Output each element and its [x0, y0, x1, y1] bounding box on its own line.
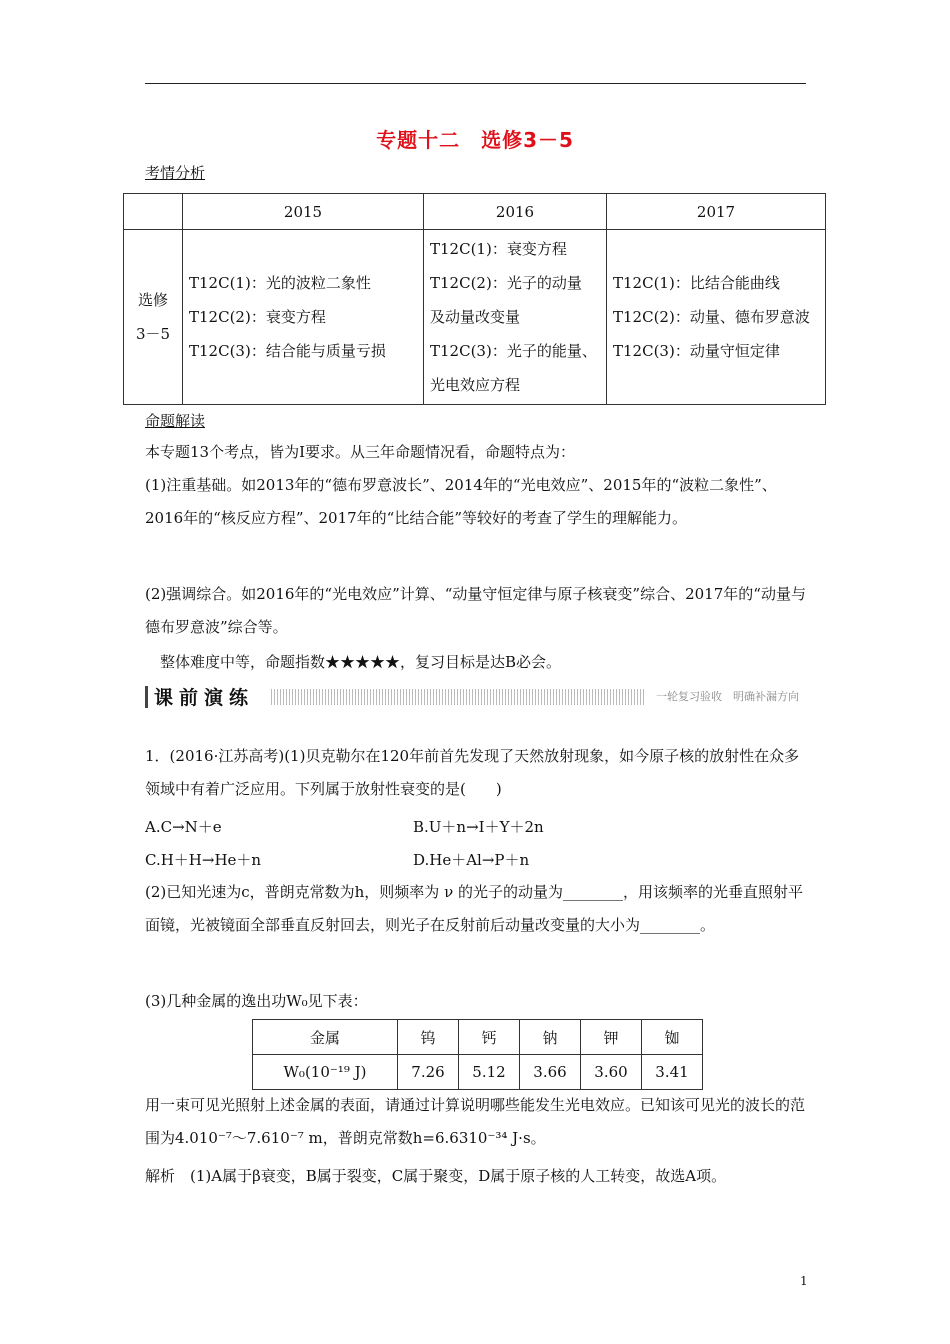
- table-row-label: 选修 3－5: [124, 230, 183, 405]
- question-part-3: (3)几种金属的逸出功W₀见下表：: [145, 992, 368, 1010]
- question-stem: 1．(2016·江苏高考)(1)贝克勒尔在120年前首先发现了天然放射现象，如今原子核的放射性在众多领域中有着广泛应用。下列属于放射性衰变的是( ): [145, 747, 800, 798]
- question-part-2: (2)已知光速为c，普朗克常数为h，则频率为 ν 的光子的动量为________，用该频率的光垂直照射平面镜，光被镜面全部垂直反射回去，则光子在反射前后动量改变量的大小为________。: [145, 883, 803, 934]
- page-number: 1: [800, 1274, 808, 1288]
- work-function-value: 3.41: [642, 1055, 703, 1090]
- work-function-label: W₀(10⁻¹⁹ J): [253, 1055, 398, 1090]
- analysis-text: 解析 (1)A属于β衰变，B属于裂变，C属于聚变，D属于原子核的人工转变，故选A项。: [145, 1167, 727, 1185]
- option-c: C.H＋H→He＋n: [145, 851, 262, 869]
- metal-header: 钠: [520, 1020, 581, 1055]
- page-title: 专题十二 选修3－5: [376, 128, 574, 152]
- metal-header: 钨: [398, 1020, 459, 1055]
- banner-title: 课前演练: [154, 687, 255, 709]
- work-function-value: 3.60: [581, 1055, 642, 1090]
- work-function-value: 5.12: [459, 1055, 520, 1090]
- reading-intro: 本专题13个考点，皆为Ⅰ要求。从三年命题情况看，命题特点为：: [145, 443, 576, 461]
- table-cell-2015: T12C(1)：光的波粒二象性 T12C(2)：衰变方程 T12C(3)：结合能与质量亏损: [183, 230, 424, 405]
- table-header-2016: 2016: [424, 194, 607, 230]
- table-corner-cell: [124, 194, 183, 230]
- work-function-table: [252, 1019, 703, 1090]
- option-b: B.U＋n→I＋Y＋2n: [413, 818, 544, 836]
- exam-analysis-table: [123, 193, 826, 405]
- table-cell-2016: T12C(1)：衰变方程 T12C(2)：光子的动量 及动量改变量 T12C(3)：光子的能量、 光电效应方程: [424, 230, 607, 405]
- banner-subtitle: 一轮复习验收 明确补漏方向: [646, 689, 805, 705]
- metal-header-label: 金属: [253, 1020, 398, 1055]
- table-cell-2017: T12C(1)：比结合能曲线 T12C(2)：动量、德布罗意波 T12C(3)：动量守恒定律: [607, 230, 826, 405]
- metal-header: 钙: [459, 1020, 520, 1055]
- header-rule: [145, 83, 806, 84]
- option-a: A.C→N＋e: [145, 818, 222, 836]
- question-part-3b: 用一束可见光照射上述金属的表面，请通过计算说明哪些能发生光电效应。已知该可见光的波长的范围为4.010⁻⁷～7.610⁻⁷ m，普朗克常数h=6.6310⁻³⁴ J·s。: [145, 1096, 806, 1147]
- table-header-2015: 2015: [183, 194, 424, 230]
- table-header-2017: 2017: [607, 194, 826, 230]
- reading-summary: 整体难度中等，命题指数★★★★★，复习目标是达B必会。: [145, 653, 562, 671]
- metal-header: 铷: [642, 1020, 703, 1055]
- banner-bar: [145, 686, 148, 708]
- section-banner: [145, 683, 805, 711]
- work-function-value: 3.66: [520, 1055, 581, 1090]
- reading-point-2: (2)强调综合。如2016年的“光电效应”计算、“动量守恒定律与原子核衰变”综合、2017年的“动量与德布罗意波”综合等。: [145, 585, 806, 636]
- section-topic-reading: 命题解读: [145, 412, 206, 430]
- metal-header: 钾: [581, 1020, 642, 1055]
- option-d: D.He＋Al→P＋n: [413, 851, 530, 869]
- reading-point-1: (1)注重基础。如2013年的“德布罗意波长”、2014年的“光电效应”、2015年的“波粒二象性”、2016年的“核反应方程”、2017年的“比结合能”等较好的考查了学生的理解能力。: [145, 476, 777, 527]
- work-function-value: 7.26: [398, 1055, 459, 1090]
- section-exam-analysis: 考情分析: [145, 164, 206, 182]
